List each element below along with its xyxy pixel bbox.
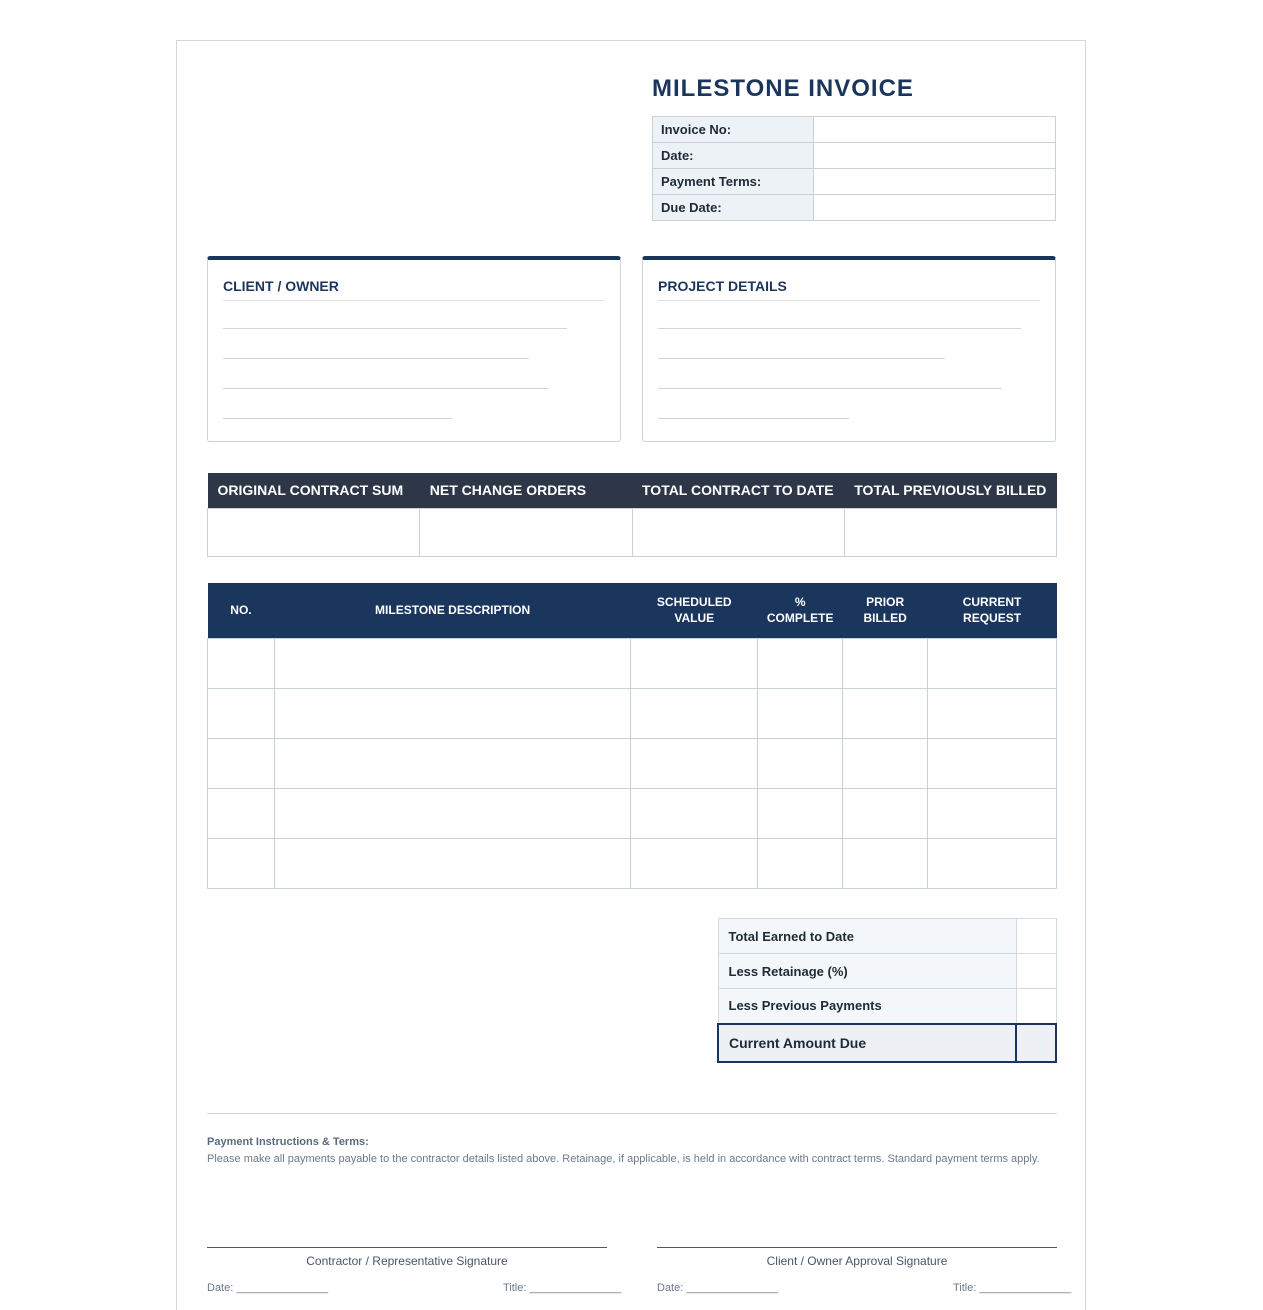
client-date-label[interactable]: Date: _______________ bbox=[657, 1282, 779, 1294]
client-owner-box bbox=[207, 256, 621, 442]
summary-value-row bbox=[208, 508, 1057, 556]
client-line[interactable] bbox=[223, 388, 548, 389]
col-no: NO. bbox=[208, 583, 275, 638]
totals-table bbox=[717, 918, 1057, 1063]
meta-label: Due Date: bbox=[653, 195, 814, 221]
table-row bbox=[208, 638, 1057, 688]
description-cell[interactable] bbox=[274, 738, 630, 788]
footer-divider bbox=[207, 1113, 1057, 1114]
project-line[interactable] bbox=[658, 358, 945, 359]
client-line[interactable] bbox=[223, 328, 567, 329]
meta-label: Payment Terms: bbox=[653, 169, 814, 195]
total-previously-billed-field[interactable] bbox=[844, 508, 1056, 556]
total-earned-row bbox=[718, 919, 1056, 954]
table-row bbox=[208, 688, 1057, 738]
less-retainage-row bbox=[718, 954, 1056, 989]
no-cell[interactable] bbox=[208, 688, 275, 738]
date-field[interactable] bbox=[814, 143, 1056, 169]
summary-header: TOTAL CONTRACT TO DATE bbox=[632, 473, 844, 508]
current-amount-due-row bbox=[718, 1024, 1056, 1062]
current-amount-due-field[interactable] bbox=[1016, 1024, 1056, 1062]
no-cell[interactable] bbox=[208, 788, 275, 838]
client-line[interactable] bbox=[223, 418, 452, 419]
scheduled-cell[interactable] bbox=[631, 738, 758, 788]
summary-header: NET CHANGE ORDERS bbox=[420, 473, 632, 508]
net-change-orders-field[interactable] bbox=[420, 508, 632, 556]
contractor-signature-label: Contractor / Representative Signature bbox=[306, 1254, 508, 1268]
less-previous-payments-field[interactable] bbox=[1016, 989, 1056, 1024]
total-label: Less Retainage (%) bbox=[718, 954, 1016, 989]
scheduled-cell[interactable] bbox=[631, 838, 758, 888]
meta-row-date bbox=[653, 143, 1056, 169]
total-earned-field[interactable] bbox=[1016, 919, 1056, 954]
current-cell[interactable] bbox=[928, 788, 1057, 838]
meta-label: Invoice No: bbox=[653, 117, 814, 143]
client-owner-heading: CLIENT / OWNER bbox=[223, 278, 605, 301]
prior-cell[interactable] bbox=[843, 788, 928, 838]
prior-cell[interactable] bbox=[843, 638, 928, 688]
total-contract-to-date-field[interactable] bbox=[632, 508, 844, 556]
milestones-table bbox=[207, 583, 1057, 889]
project-line[interactable] bbox=[658, 388, 1002, 389]
meta-row-due-date bbox=[653, 195, 1056, 221]
description-cell[interactable] bbox=[274, 788, 630, 838]
no-cell[interactable] bbox=[208, 838, 275, 888]
current-cell[interactable] bbox=[928, 738, 1057, 788]
no-cell[interactable] bbox=[208, 738, 275, 788]
prior-cell[interactable] bbox=[843, 838, 928, 888]
project-line[interactable] bbox=[658, 328, 1021, 329]
col-description: MILESTONE DESCRIPTION bbox=[274, 583, 630, 638]
scheduled-cell[interactable] bbox=[631, 638, 758, 688]
col-prior-billed: PRIOR BILLED bbox=[843, 583, 928, 638]
due-date-field[interactable] bbox=[814, 195, 1056, 221]
description-cell[interactable] bbox=[274, 638, 630, 688]
description-cell[interactable] bbox=[274, 838, 630, 888]
total-label: Total Earned to Date bbox=[718, 919, 1016, 954]
project-details-heading: PROJECT DETAILS bbox=[658, 278, 1040, 301]
project-details-box bbox=[642, 256, 1056, 442]
original-contract-sum-field[interactable] bbox=[208, 508, 420, 556]
complete-cell[interactable] bbox=[758, 638, 843, 688]
complete-cell[interactable] bbox=[758, 688, 843, 738]
milestones-header-row bbox=[208, 583, 1057, 638]
meta-label: Date: bbox=[653, 143, 814, 169]
col-scheduled-value: SCHEDULED VALUE bbox=[631, 583, 758, 638]
current-cell[interactable] bbox=[928, 838, 1057, 888]
contractor-title-label[interactable]: Title: _______________ bbox=[503, 1282, 622, 1294]
meta-row-invoice-no bbox=[653, 117, 1056, 143]
client-signature-line[interactable] bbox=[657, 1247, 1057, 1248]
description-cell[interactable] bbox=[274, 688, 630, 738]
prior-cell[interactable] bbox=[843, 688, 928, 738]
invoice-title: MILESTONE INVOICE bbox=[652, 75, 914, 102]
payment-terms-field[interactable] bbox=[814, 169, 1056, 195]
table-row bbox=[208, 788, 1057, 838]
invoice-no-field[interactable] bbox=[814, 117, 1056, 143]
scheduled-cell[interactable] bbox=[631, 688, 758, 738]
contract-summary-table bbox=[207, 473, 1057, 557]
summary-header-row bbox=[208, 473, 1057, 508]
less-previous-payments-row bbox=[718, 989, 1056, 1024]
prior-cell[interactable] bbox=[843, 738, 928, 788]
complete-cell[interactable] bbox=[758, 788, 843, 838]
client-line[interactable] bbox=[223, 358, 529, 359]
contractor-date-label[interactable]: Date: _______________ bbox=[207, 1282, 329, 1294]
terms-text: Please make all payments payable to the contractor details listed above. Retainage, if applicable, is held in accordance with contract terms. Standard payment terms apply. bbox=[207, 1153, 1040, 1165]
col-current-request: CURRENT REQUEST bbox=[928, 583, 1057, 638]
no-cell[interactable] bbox=[208, 638, 275, 688]
invoice-page bbox=[176, 40, 1086, 1310]
complete-cell[interactable] bbox=[758, 738, 843, 788]
client-signature-label: Client / Owner Approval Signature bbox=[766, 1254, 948, 1268]
contractor-signature-line[interactable] bbox=[207, 1247, 607, 1248]
summary-header: TOTAL PREVIOUSLY BILLED bbox=[844, 473, 1056, 508]
total-label: Less Previous Payments bbox=[718, 989, 1016, 1024]
current-cell[interactable] bbox=[928, 638, 1057, 688]
invoice-meta-table bbox=[652, 116, 1056, 221]
total-label: Current Amount Due bbox=[718, 1024, 1016, 1062]
meta-row-payment-terms bbox=[653, 169, 1056, 195]
complete-cell[interactable] bbox=[758, 838, 843, 888]
current-cell[interactable] bbox=[928, 688, 1057, 738]
table-row bbox=[208, 738, 1057, 788]
terms-heading: Payment Instructions & Terms: bbox=[207, 1136, 369, 1148]
scheduled-cell[interactable] bbox=[631, 788, 758, 838]
client-title-label[interactable]: Title: _______________ bbox=[953, 1282, 1072, 1294]
col-percent-complete: % COMPLETE bbox=[758, 583, 843, 638]
project-line[interactable] bbox=[658, 418, 849, 419]
less-retainage-field[interactable] bbox=[1016, 954, 1056, 989]
summary-header: ORIGINAL CONTRACT SUM bbox=[208, 473, 420, 508]
table-row bbox=[208, 838, 1057, 888]
